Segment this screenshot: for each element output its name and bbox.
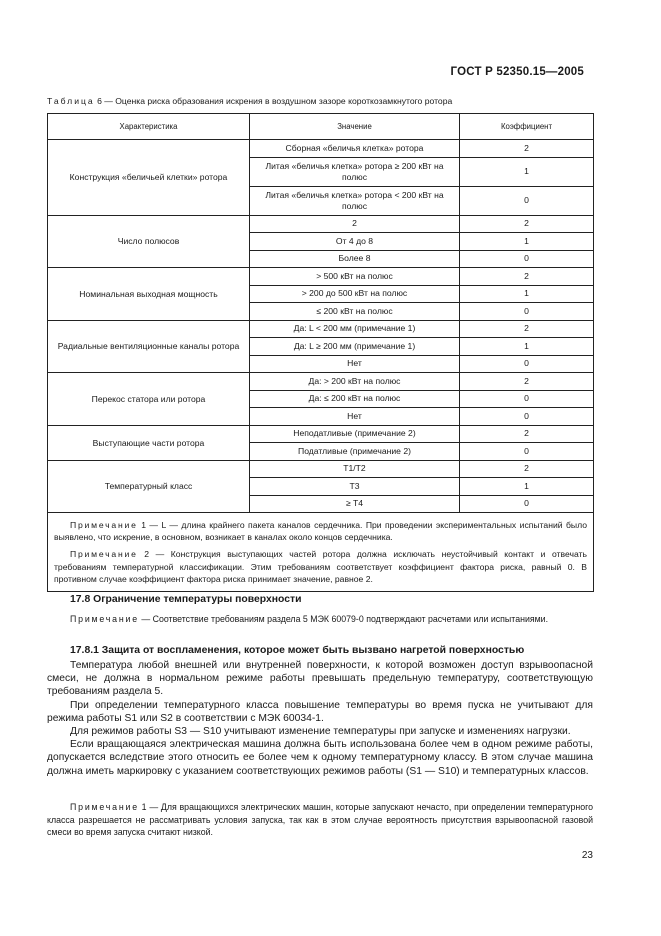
value-cell: Да: L < 200 мм (примечание 1) bbox=[250, 320, 460, 338]
section-17-8-1-body bbox=[47, 659, 593, 778]
note-label: Примечание bbox=[70, 802, 139, 812]
value-cell: Да: > 200 кВт на полюс bbox=[250, 373, 460, 391]
coefficient-cell: 2 bbox=[460, 268, 594, 286]
section-17-8-title: 17.8 Ограничение температуры поверхности bbox=[70, 594, 302, 605]
coefficient-cell: 0 bbox=[460, 390, 594, 408]
value-cell: 2 bbox=[250, 215, 460, 233]
coefficient-cell: 0 bbox=[460, 303, 594, 321]
coefficient-cell: 1 bbox=[460, 338, 594, 356]
table-row bbox=[48, 140, 594, 158]
value-cell: Сборная «беличья клетка» ротора bbox=[250, 140, 460, 158]
value-cell: Более 8 bbox=[250, 250, 460, 268]
coefficient-cell: 0 bbox=[460, 355, 594, 373]
table-row bbox=[48, 268, 594, 286]
value-cell: Неподатливые (примечание 2) bbox=[250, 425, 460, 443]
table-note-1 bbox=[54, 519, 587, 543]
value-cell: ≥ T4 bbox=[250, 495, 460, 513]
section-17-8-note bbox=[47, 613, 593, 626]
header-characteristic: Характеристика bbox=[48, 114, 250, 140]
characteristic-cell: Радиальные вентиляционные каналы ротора bbox=[48, 320, 250, 373]
coefficient-cell: 0 bbox=[460, 250, 594, 268]
paragraph: Температура любой внешней или внутренней поверхности, к которой возможен доступ взрывоопасной смеси, не должна в нормальном режиме работы превышать предельную температуру, соответствующую требованиям раздела 5. bbox=[47, 660, 593, 698]
table-row bbox=[48, 215, 594, 233]
table-notes bbox=[48, 513, 594, 592]
characteristic-cell: Перекос статора или ротора bbox=[48, 373, 250, 426]
table-notes-row bbox=[48, 513, 594, 592]
value-cell: Литая «беличья клетка» ротора ≥ 200 кВт на полюс bbox=[250, 157, 460, 186]
section-17-8-1-title: 17.8.1 Защита от воспламенения, которое может быть вызвано нагретой поверхностью bbox=[70, 645, 525, 656]
coefficient-cell: 2 bbox=[460, 373, 594, 391]
section-17-8-1-note bbox=[47, 801, 593, 839]
value-cell: Нет bbox=[250, 355, 460, 373]
coefficient-cell: 1 bbox=[460, 285, 594, 303]
table-caption bbox=[47, 96, 452, 106]
value-cell: Нет bbox=[250, 408, 460, 426]
note-text: 2 — Конструкция выступающих частей ротора должна исключать неустойчивый контакт и отвечать требованиям температурной классификации. Этим требованиям соответствует коэффициент фактора риска, равный 0. В противном случае коэффициент фактора риска принимает значение, равное 2. bbox=[54, 549, 587, 584]
coefficient-cell: 0 bbox=[460, 408, 594, 426]
coefficient-cell: 0 bbox=[460, 186, 594, 215]
coefficient-cell: 0 bbox=[460, 443, 594, 461]
coefficient-cell: 1 bbox=[460, 233, 594, 251]
characteristic-cell: Конструкция «беличьей клетки» ротора bbox=[48, 140, 250, 216]
value-cell: Да: L ≥ 200 мм (примечание 1) bbox=[250, 338, 460, 356]
table-header-row bbox=[48, 114, 594, 140]
table-caption-text: 6 — Оценка риска образования искрения в воздушном зазоре короткозамкнутого ротора bbox=[94, 96, 453, 106]
header-value: Значение bbox=[250, 114, 460, 140]
coefficient-cell: 2 bbox=[460, 425, 594, 443]
document-code: ГОСТ Р 52350.15—2005 bbox=[450, 66, 584, 78]
note-text: — Соответствие требованиям раздела 5 МЭК 60079-0 подтверждают расчетами или испытаниями. bbox=[138, 614, 549, 624]
coefficient-cell: 2 bbox=[460, 460, 594, 478]
value-cell: T1/T2 bbox=[250, 460, 460, 478]
risk-table bbox=[47, 113, 594, 592]
value-cell: T3 bbox=[250, 478, 460, 496]
header-coefficient: Коэффициент bbox=[460, 114, 594, 140]
value-cell: От 4 до 8 bbox=[250, 233, 460, 251]
note-label: Примечание bbox=[70, 614, 139, 624]
coefficient-cell: 2 bbox=[460, 320, 594, 338]
coefficient-cell: 2 bbox=[460, 215, 594, 233]
note-label: Примечание bbox=[70, 549, 138, 560]
value-cell: ≤ 200 кВт на полюс bbox=[250, 303, 460, 321]
coefficient-cell: 0 bbox=[460, 495, 594, 513]
coefficient-cell: 1 bbox=[460, 157, 594, 186]
characteristic-cell: Число полюсов bbox=[48, 215, 250, 268]
table-row bbox=[48, 460, 594, 478]
page-number: 23 bbox=[581, 850, 593, 861]
table-row bbox=[48, 320, 594, 338]
note-label: Примечание bbox=[70, 520, 138, 530]
table-row bbox=[48, 425, 594, 443]
value-cell: > 200 до 500 кВт на полюс bbox=[250, 285, 460, 303]
coefficient-cell: 1 bbox=[460, 478, 594, 496]
paragraph: При определении температурного класса повышение температуры во время пуска не учитывают для режима работы S1 или S2 в соответствии с МЭК 60034-1. bbox=[47, 699, 593, 724]
paragraph: Если вращающаяся электрическая машина должна быть использована более чем в одном режиме работы, допускается вследствие этого относить ее более чем к одному температурному классу. В этом случае машина должна иметь маркировку с указанием соответствующих режимов работы (S1 — S10) и температурных классов. bbox=[47, 739, 593, 777]
table-row bbox=[48, 373, 594, 391]
note-text: 1 — L — длина крайнего пакета каналов сердечника. При проведении экспериментальных испытаний было выявлено, что искрение, в основном, возникает в каналах около концов сердечника. bbox=[54, 520, 587, 543]
paragraph: Для режимов работы S3 — S10 учитывают изменение температуры при запуске и изменениях нагрузки. bbox=[70, 726, 571, 738]
value-cell: > 500 кВт на полюс bbox=[250, 268, 460, 286]
note-text: 1 — Для вращающихся электрических машин, которые запускают нечасто, при определении температурного класса разрешается не рассматривать условия запуска, так как в этом случае вероятность присутствия взрывоопасной газовой смеси во время запуска считают низкой. bbox=[47, 802, 593, 837]
value-cell: Литая «беличья клетка» ротора < 200 кВт на полюс bbox=[250, 186, 460, 215]
value-cell: Податливые (примечание 2) bbox=[250, 443, 460, 461]
coefficient-cell: 2 bbox=[460, 140, 594, 158]
table-caption-word: Таблица bbox=[47, 96, 95, 106]
table-note-2 bbox=[54, 548, 587, 585]
characteristic-cell: Выступающие части ротора bbox=[48, 425, 250, 460]
characteristic-cell: Номинальная выходная мощность bbox=[48, 268, 250, 321]
value-cell: Да: ≤ 200 кВт на полюс bbox=[250, 390, 460, 408]
characteristic-cell: Температурный класс bbox=[48, 460, 250, 513]
